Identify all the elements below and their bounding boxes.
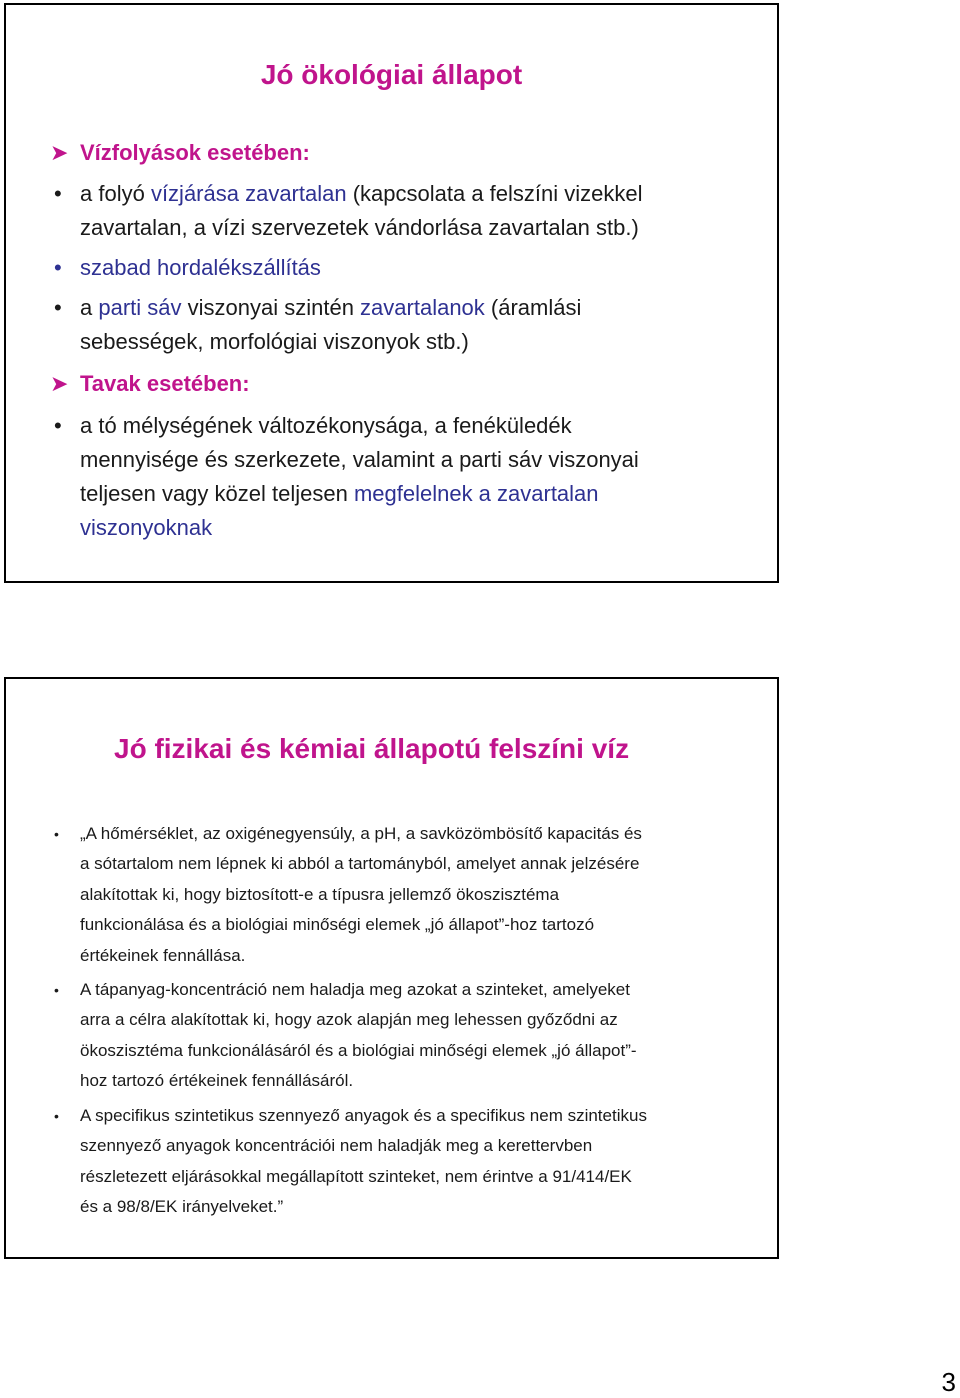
bullet-icon: • bbox=[54, 413, 62, 438]
list-item: • a tó mélységének változékonysága, a fenéküledék mennyisége és szerkezete, valamint a parti sáv viszonyai teljesen vagy közel teljesen megfelelnek a zavartalan viszonyoknak bbox=[80, 409, 639, 545]
bullet-icon: • bbox=[54, 295, 62, 320]
bullet-icon: • bbox=[54, 826, 59, 842]
slide-title: Jó fizikai és kémiai állapotú felszíni víz bbox=[114, 733, 630, 764]
list-item: • A tápanyag-koncentráció nem haladja meg azokat a szinteket, amelyeket arra a célra alakítottak ki, hogy azok alapján meg lehessen győződni az ökoszisztéma funkcionálásáról és a biológiai minőségi elemek „jó állapot”- hoz tartozó értékeinek fennállásáról. bbox=[80, 975, 637, 1097]
page-number: 3 bbox=[941, 1367, 956, 1397]
bullet-icon: • bbox=[54, 982, 59, 998]
slide-title: Jó ökológiai állapot bbox=[260, 59, 523, 90]
section-heading-lakes: ➤ Tavak esetében: bbox=[80, 367, 250, 401]
section-heading-rivers: ➤ Vízfolyások esetében: bbox=[80, 136, 310, 170]
list-item: • a folyó vízjárása zavartalan (kapcsolata a felszíni vizekkel zavartalan, a vízi szervezetek vándorlása zavartalan stb.) bbox=[80, 177, 643, 245]
list-item: • „A hőmérséklet, az oxigénegyensúly, a pH, a savközömbösítő kapacitás és a sótartalom nem lépnek ki abból a tartományból, amelyet annak jelzésére alakítottak ki, hogy biztosított-e a típusra jellemző ökoszisztéma funkcionálása és a biológiai minőségi elemek „jó állapot”-hoz tartozó értékeinek fennállása. bbox=[80, 819, 642, 971]
list-item: • A specifikus szintetikus szennyező anyagok és a specifikus nem szintetikus szennyező anyagok koncentrációi nem haladják meg a kerettervben részletezett eljárásokkal megállapított szinteket, nem érintve a 91/414/EK és a 98/8/EK irányelveket.” bbox=[80, 1101, 647, 1223]
list-item: • a parti sáv viszonyai szintén zavartalanok (áramlási sebességek, morfológiai viszonyok stb.) bbox=[80, 291, 581, 359]
arrow-bullet-icon: ➤ bbox=[50, 371, 69, 396]
list-item: • szabad hordalékszállítás bbox=[80, 251, 321, 285]
bullet-icon: • bbox=[54, 1108, 59, 1124]
slide-physical-chemical-status bbox=[4, 677, 779, 1259]
slide-ecological-status bbox=[4, 3, 779, 583]
bullet-icon: • bbox=[54, 181, 62, 206]
bullet-icon: • bbox=[54, 255, 62, 280]
arrow-bullet-icon: ➤ bbox=[50, 140, 69, 165]
